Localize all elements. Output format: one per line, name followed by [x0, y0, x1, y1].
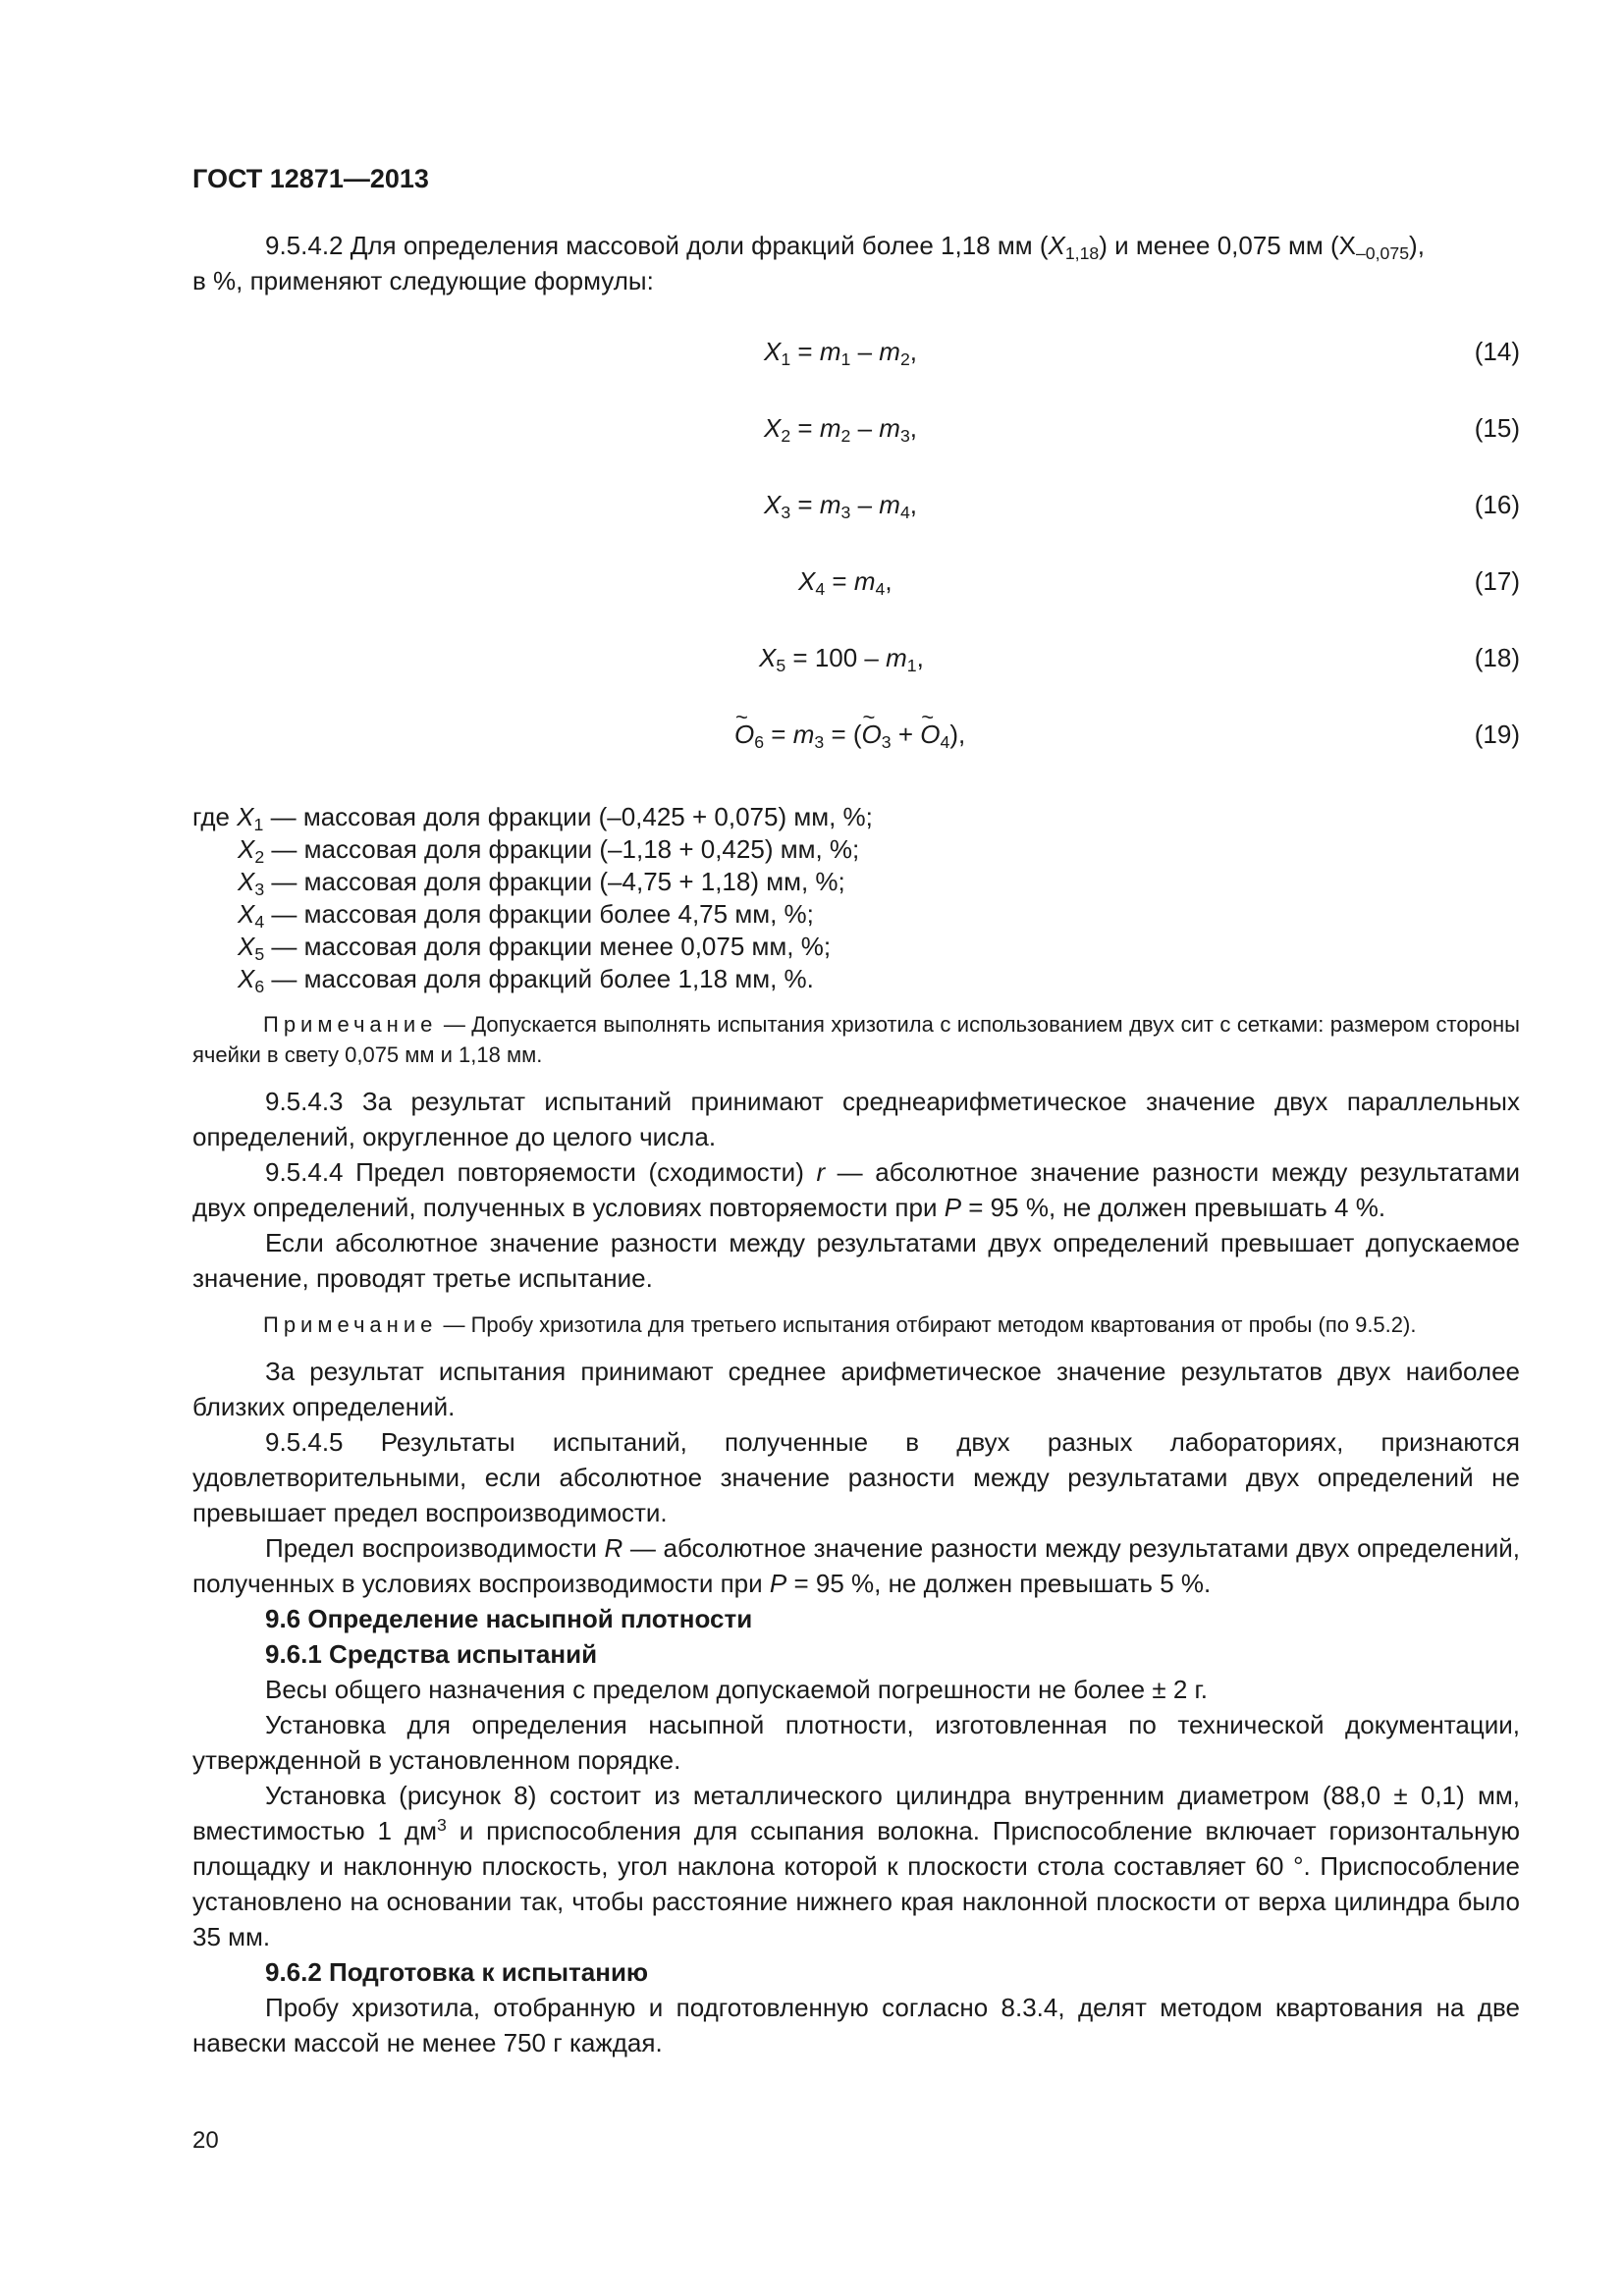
page-number: 20	[192, 2127, 219, 2154]
note-sieves: Примечание — Допускается выполнять испытания хризотила с использованием двух сит с сетками: размером стороны ячейки в свету 0,075 мм и 1,18 мм.	[192, 1012, 1520, 1067]
heading-9-6-2: 9.6.2 Подготовка к испытанию	[265, 1957, 649, 1987]
variable-definitions	[192, 801, 1520, 995]
formula-number: (14)	[1474, 337, 1520, 366]
paragraph-9542: 9.5.4.2 Для определения массовой доли фракций более 1,18 мм $(X_{1,18})$ и менее 0,075 мм $(X_{-0,075})$, в %, применяют следующие формулы:	[192, 231, 1425, 295]
formula-number: (17)	[1474, 566, 1520, 596]
definition-x3: $X_3$ — массовая доля фракции (–4,75 + 1,18) мм, %;	[238, 867, 845, 899]
definition-x6: $X_6$ — массовая доля фракций более 1,18 мм, %.	[238, 964, 814, 996]
formula-19	[192, 699, 1520, 775]
paragraph-installation: Установка для определения насыпной плотности, изготовленная по технической документации, утвержденной в установленном порядке.	[192, 1710, 1520, 1775]
note-third-test: Примечание — Пробу хризотила для третьего испытания отбирают методом квартования от пробы (по 9.5.2).	[263, 1312, 1417, 1337]
definition-x4: $X_4$ — массовая доля фракции более 4,75 мм, %;	[238, 899, 814, 932]
paragraph-9545: 9.5.4.5 Результаты испытаний, полученные в двух разных лабораториях, признаются удовлетворительными, если абсолютное значение разности между результатами двух определений не превышает предел воспроизводимости.	[192, 1427, 1520, 1527]
paragraph-result: За результат испытания принимают среднее арифметическое значение результатов двух наиболее близких определений.	[192, 1357, 1520, 1421]
formula-number: (15)	[1474, 413, 1520, 443]
formula-expression: $X_2 = m_2 - m_3$,	[764, 413, 918, 446]
formula-expression: $X_3 = m_3 - m_4$,	[764, 490, 918, 522]
paragraph-reproducibility: Предел воспроизводимости R — абсолютное значение разности между результатами двух определений, полученных в условиях воспроизводимости при P = 95 %, не должен превышать 5 %.	[192, 1533, 1521, 1598]
heading-9-6: 9.6 Определение насыпной плотности	[265, 1604, 753, 1633]
paragraph-preparation: Пробу хризотила, отобранную и подготовленную согласно 8.3.4, делят методом квартования на две навески массой не менее 750 г каждая.	[192, 1993, 1520, 2057]
formula-number: (18)	[1474, 643, 1520, 672]
formula-expression: $X_5 = 100 - m_1$,	[759, 643, 924, 675]
paragraph-excess: Если абсолютное значение разности между результатами двух определений превышает допускаемое значение, проводят третье испытание.	[192, 1228, 1520, 1293]
paragraph-9543: 9.5.4.3 За результат испытаний принимают среднеарифметическое значение двух параллельных определений, округленное до целого числа.	[192, 1087, 1520, 1151]
paragraph-9544: 9.5.4.4 Предел повторяемости (сходимости) r — абсолютное значение разности между результатами двух определений, полученных в условиях повторяемости при P = 95 %, не должен превышать 4 %.	[192, 1157, 1520, 1222]
formula-14	[192, 316, 1520, 393]
formula-number: (16)	[1474, 490, 1520, 519]
paragraph-scales: Весы общего назначения с пределом допускаемой погрешности не более ± 2 г.	[265, 1675, 1209, 1704]
definition-x5: $X_5$ — массовая доля фракции менее 0,075 мм, %;	[238, 932, 832, 964]
heading-9-6-1: 9.6.1 Средства испытаний	[265, 1639, 598, 1669]
page-content	[192, 228, 1520, 2060]
formula-15	[192, 393, 1520, 469]
formula-number: (19)	[1474, 720, 1520, 749]
formula-expression: $X_4 = m_4$,	[798, 566, 893, 599]
definition-x1: где $X_1$ — массовая доля фракции (–0,425 + 0,075) мм, %;	[192, 802, 873, 834]
formula-16	[192, 469, 1520, 546]
standard-header: ГОСТ 12871—2013	[192, 164, 429, 193]
formula-expression: ~ $O_6 = m_3$ = (~ $O_3$ + ~ $O_4$),	[734, 717, 965, 752]
formula-18	[192, 622, 1520, 699]
definition-x2: $X_2$ — массовая доля фракции (–1,18 + 0,425) мм, %;	[238, 834, 860, 867]
paragraph-installation-detail: Установка (рисунок 8) состоит из металлического цилиндра внутренним диаметром (88,0 ± 0,1) мм, вместимостью 1 $дм^3$ и приспособления для ссыпания волокна. Приспособление включает горизонтальную площадку и наклонную плоскость, угол наклона которой к плоскости стола составляет 60 °. Приспособление установлено на основании так, чтобы расстояние нижнего края наклонной плоскости от верха цилиндра было 35 мм.	[192, 1781, 1521, 1951]
formula-17	[192, 546, 1520, 622]
formula-expression: $X_1 = m_1 - m_2$,	[764, 337, 918, 369]
formula-block	[192, 316, 1520, 775]
